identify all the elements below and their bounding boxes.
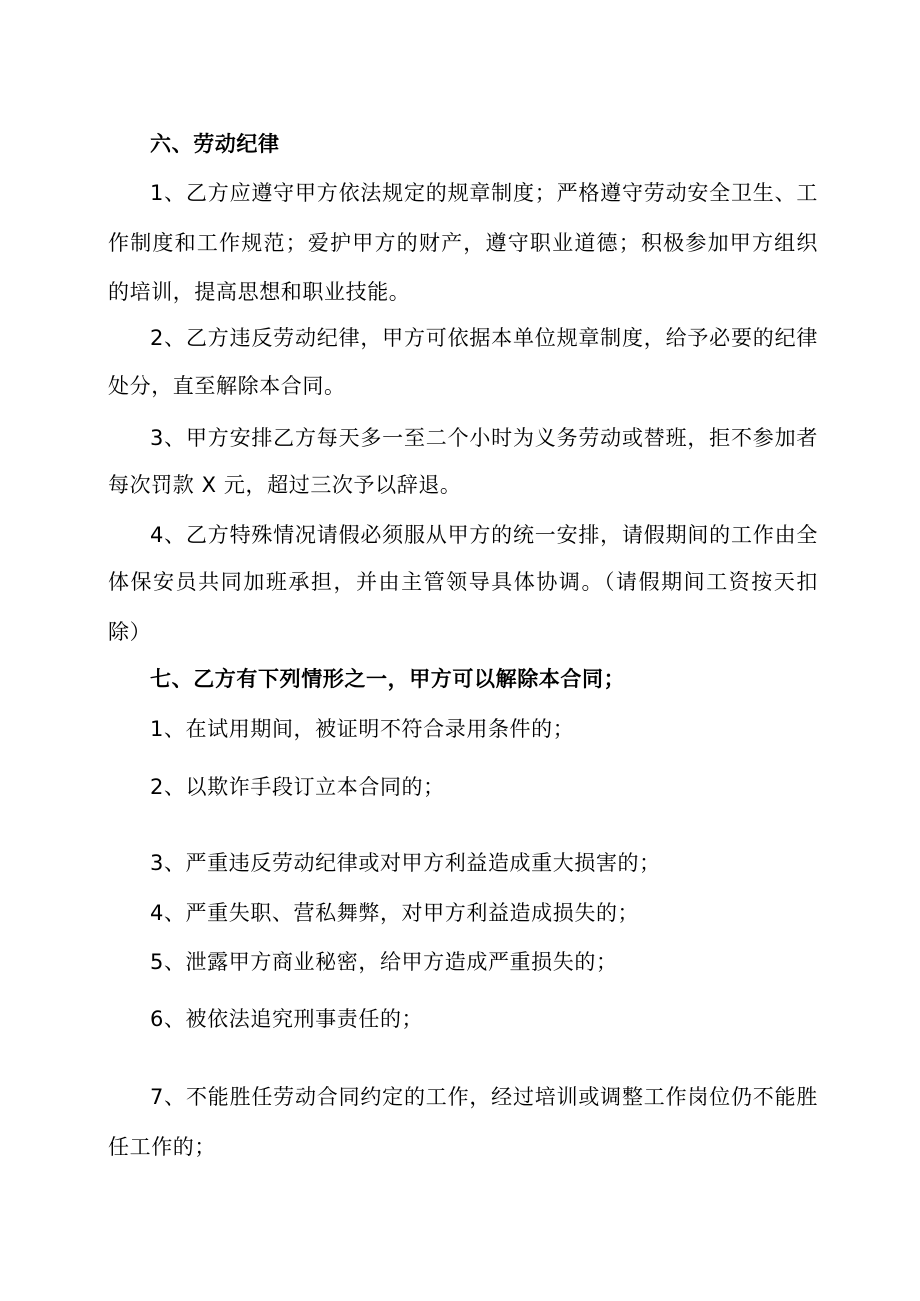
- section-6-item-3-line-2: 每次罚款 X 元，超过三次予以辞退。: [108, 473, 462, 497]
- section-7-item-7-line-1: 7、不能胜任劳动合同约定的工作，经过培训或调整工作岗位仍不能胜: [150, 1085, 818, 1109]
- section-6-item-1-line-1: 1、乙方应遵守甲方依法规定的规章制度；严格遵守劳动安全卫生、工: [150, 181, 818, 205]
- section-6-item-2-line-1: 2、乙方违反劳动纪律，甲方可依据本单位规章制度，给予必要的纪律: [150, 326, 818, 350]
- section-6-item-4-line-3: 除）: [108, 620, 152, 644]
- section-6-item-1-line-2: 作制度和工作规范；爱护甲方的财产，遵守职业道德；积极参加甲方组织: [108, 231, 818, 255]
- section-6-item-2-line-2: 处分，直至解除本合同。: [108, 374, 346, 398]
- section-7-item-6: 6、被依法追究刑事责任的；: [150, 1007, 424, 1031]
- section-6-heading: 六、劳动纪律: [150, 132, 280, 156]
- section-6-item-4-line-2: 体保安员共同加班承担，并由主管领导具体协调。（请假期间工资按天扣: [108, 570, 818, 594]
- section-7-item-7-line-2: 任工作的；: [108, 1135, 216, 1159]
- section-6-item-3-line-1: 3、甲方安排乙方每天多一至二个小时为义务劳动或替班，拒不参加者: [150, 426, 818, 450]
- section-7-item-3: 3、严重违反劳动纪律或对甲方利益造成重大损害的；: [150, 851, 661, 875]
- section-7-item-4: 4、严重失职、营私舞弊，对甲方利益造成损失的；: [150, 901, 640, 925]
- section-7-item-1: 1、在试用期间，被证明不符合录用条件的；: [150, 717, 575, 741]
- section-6-item-4-line-1: 4、乙方特殊情况请假必须服从甲方的统一安排，请假期间的工作由全: [150, 523, 818, 547]
- section-7-item-5: 5、泄露甲方商业秘密，给甲方造成严重损失的；: [150, 950, 618, 974]
- section-7-heading: 七、乙方有下列情形之一，甲方可以解除本合同；: [150, 667, 626, 691]
- section-7-item-2: 2、以欺诈手段订立本合同的；: [150, 775, 445, 799]
- section-6-item-1-line-3: 的培训，提高思想和职业技能。: [108, 280, 411, 304]
